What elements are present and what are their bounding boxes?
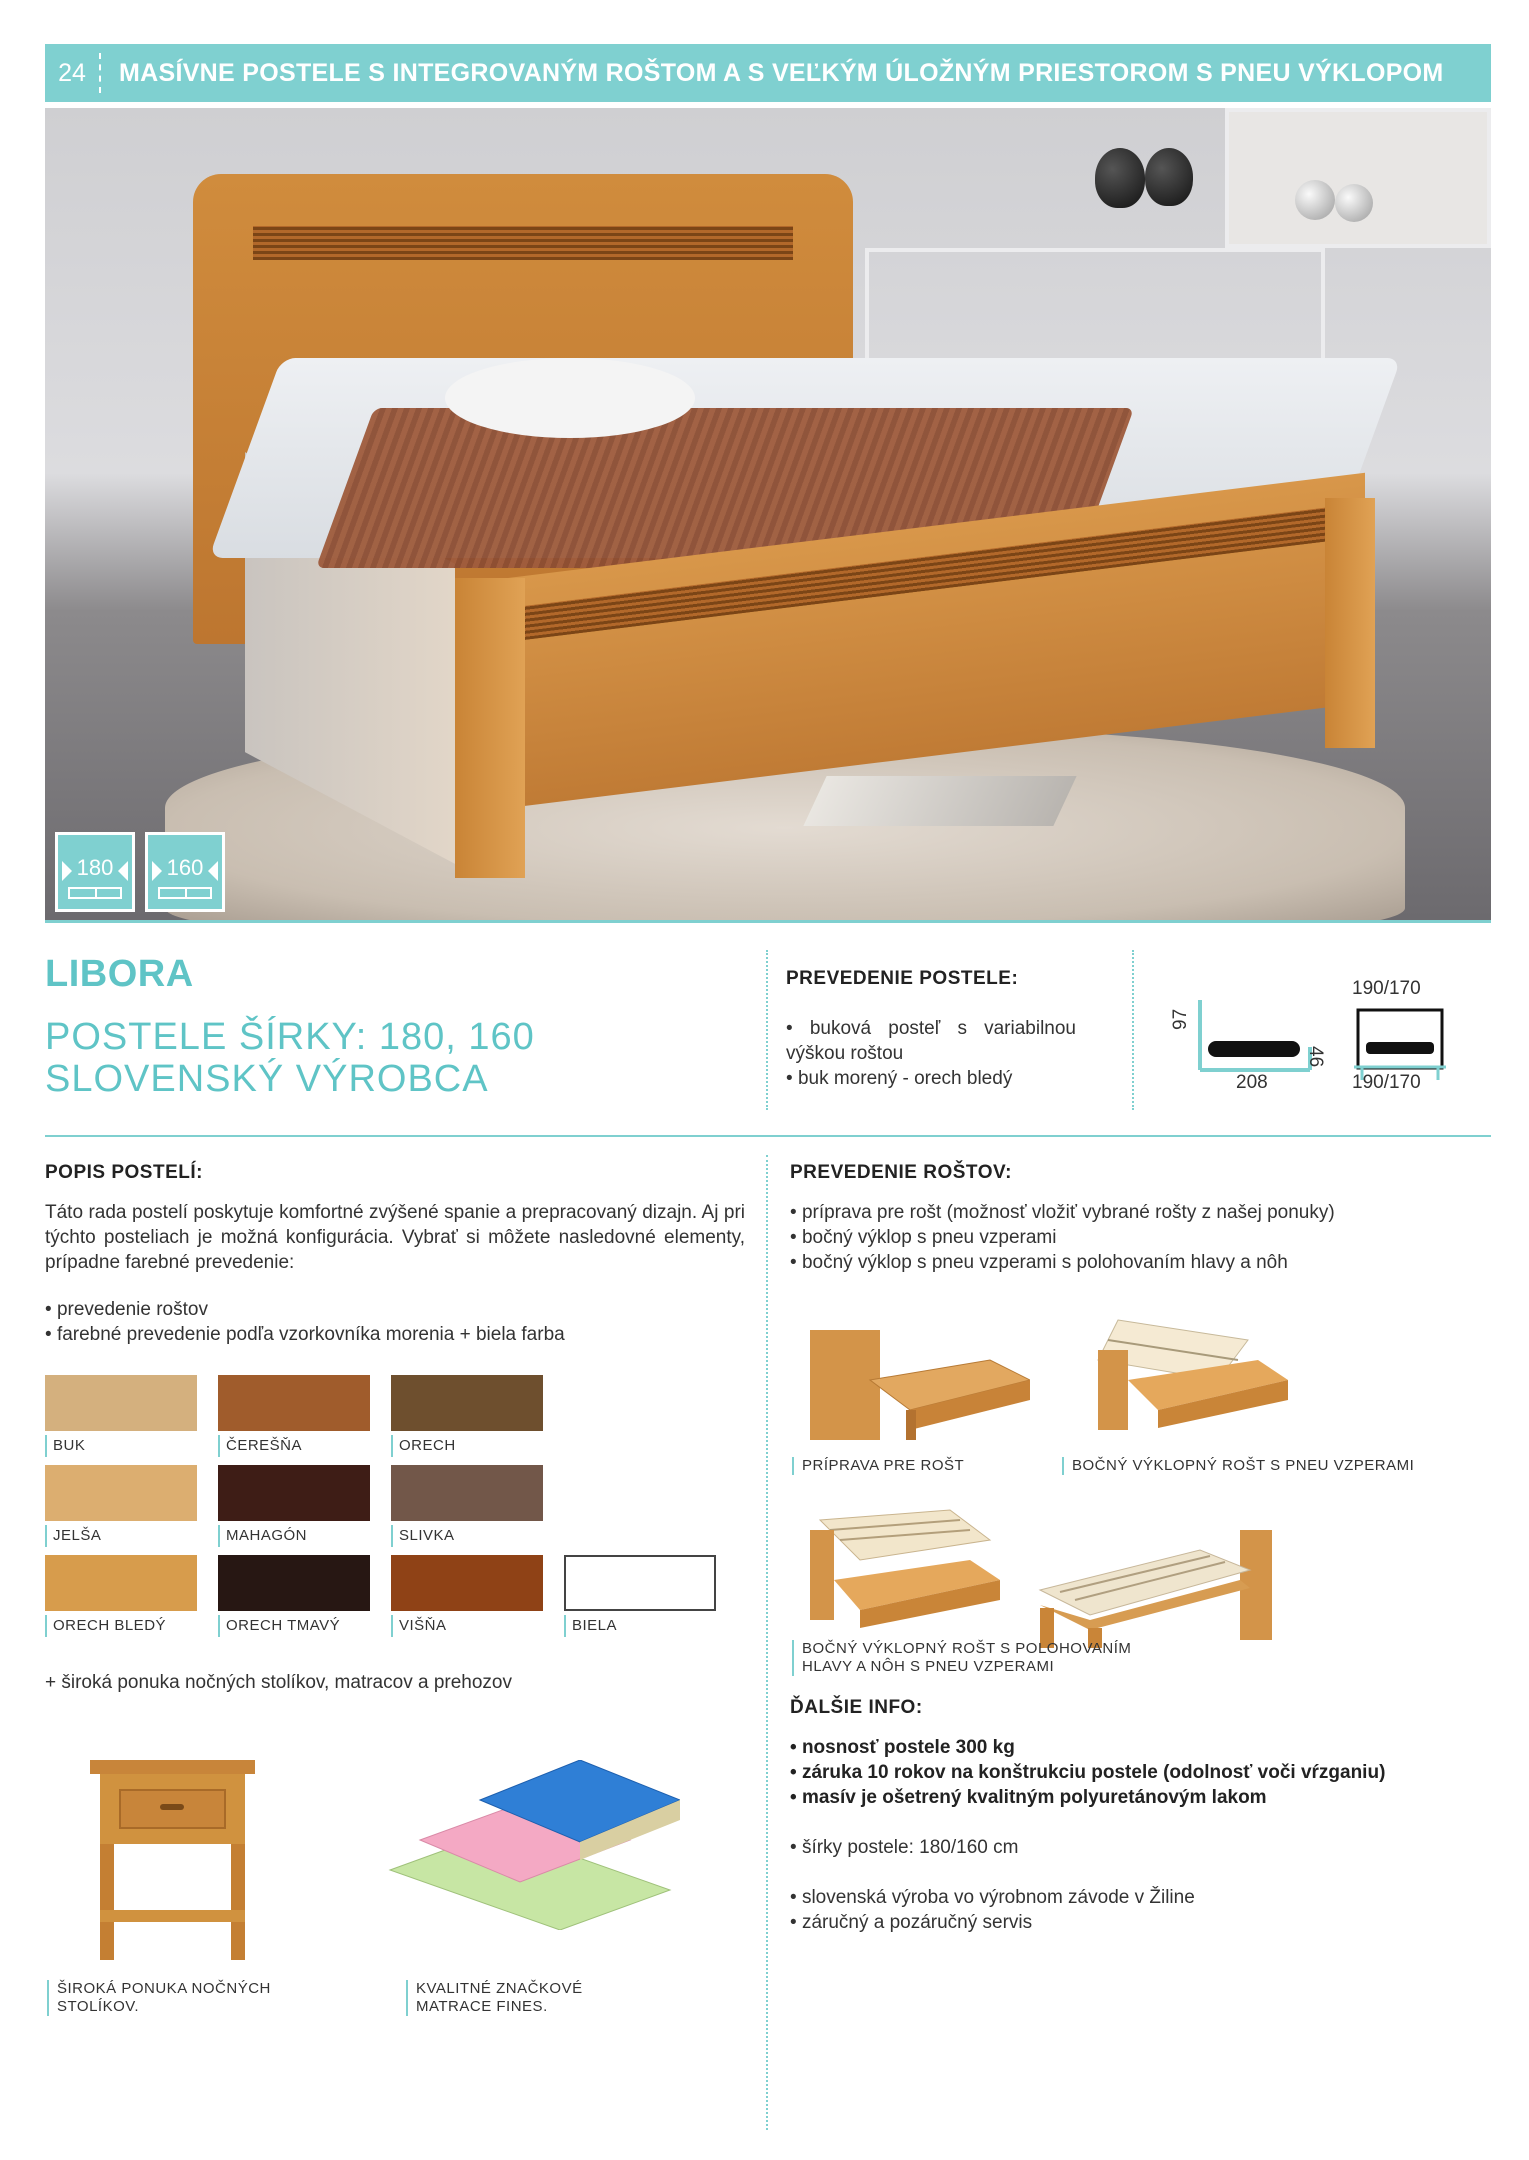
bed-size-icon bbox=[68, 887, 122, 899]
swatch-label: JELŠA bbox=[45, 1525, 101, 1547]
page-title: MASÍVNE POSTELE S INTEGROVANÝM ROŠTOM A S VEĽKÝM ÚLOŽNÝM PRIESTOROM S PNEU VÝKLOPOM bbox=[119, 58, 1444, 87]
swatch-label: BUK bbox=[45, 1435, 85, 1457]
more-info-production-list bbox=[790, 1885, 1490, 1935]
list-item: • slovenská výroba vo výrobnom závode v Žiline bbox=[790, 1885, 1490, 1910]
product-name: LIBORA bbox=[45, 953, 194, 995]
swatch-10 bbox=[564, 1555, 716, 1611]
swatch-label: ČEREŠŇA bbox=[218, 1435, 302, 1457]
list-item: • záručný a pozáručný servis bbox=[790, 1910, 1490, 1935]
swatch-3 bbox=[391, 1375, 543, 1431]
tilt-bed-image bbox=[1088, 1300, 1288, 1430]
product-origin: SLOVENSKÝ VÝROBCA bbox=[45, 1058, 489, 1100]
bed-frame-prep-image bbox=[810, 1320, 1030, 1440]
swatch-6 bbox=[391, 1465, 543, 1521]
list-item: • farebné prevedenie podľa vzorkovníka morenia + biela farba bbox=[45, 1322, 745, 1347]
divider bbox=[45, 920, 1491, 923]
nightstand-image bbox=[85, 1760, 265, 1960]
swatch-2 bbox=[218, 1375, 370, 1431]
swatch-label: ORECH bbox=[391, 1435, 456, 1457]
list-item: • príprava pre rošt (možnosť vložiť vybrané rošty z našej ponuky) bbox=[790, 1200, 1490, 1225]
slats-side-tilt-caption: BOČNÝ VÝKLOPNÝ ROŠT S PNEU VZPERAMI bbox=[1062, 1457, 1414, 1475]
swatch-1 bbox=[45, 1375, 197, 1431]
height-total-label: 97 bbox=[1170, 1008, 1191, 1030]
extras-text: + široká ponuka nočných stolíkov, matracov a prehozov bbox=[45, 1672, 512, 1693]
product-subtitle: POSTELE ŠÍRKY: 180, 160 bbox=[45, 1016, 535, 1058]
height-frame-label: 46 bbox=[1305, 1046, 1326, 1068]
swatch-label: ORECH TMAVÝ bbox=[218, 1615, 340, 1637]
size-badge-160: 160 bbox=[145, 832, 225, 912]
list-item: • prevedenie roštov bbox=[45, 1297, 745, 1322]
slatted-bed-image bbox=[1030, 1520, 1280, 1650]
swatch-9 bbox=[391, 1555, 543, 1611]
list-item: • záruka 10 rokov na konštrukciu postele (odolnosť voči vŕzganiu) bbox=[790, 1760, 1490, 1785]
length-label: 208 bbox=[1236, 1072, 1268, 1093]
description-options bbox=[45, 1297, 745, 1347]
slats-prep-caption: PRÍPRAVA PRE ROŠT bbox=[792, 1457, 964, 1475]
swatch-4 bbox=[45, 1465, 197, 1521]
divider bbox=[1132, 950, 1134, 1110]
mattress-image bbox=[380, 1760, 680, 1930]
list-item: • bočný výklop s pneu vzperami bbox=[790, 1225, 1490, 1250]
more-info-widths bbox=[790, 1835, 1490, 1860]
bed-finish-list bbox=[786, 1016, 1076, 1091]
divider bbox=[45, 1135, 1491, 1137]
page-number: 24 bbox=[45, 53, 101, 93]
list-item: • buková posteľ s variabilnou výškou roštou bbox=[786, 1016, 1076, 1066]
swatch-label: ORECH BLEDÝ bbox=[45, 1615, 166, 1637]
swatch-label: BIELA bbox=[564, 1615, 617, 1637]
size-badge-180: 180 bbox=[55, 832, 135, 912]
slats-side-tilt-adjust-caption: BOČNÝ VÝKLOPNÝ ROŠT S POLOHOVANÍM HLAVY A NÔH S PNEU VZPERAMI bbox=[792, 1640, 1152, 1676]
width-top-label: 190/170 bbox=[1352, 978, 1421, 999]
dimensions-diagram bbox=[1170, 975, 1500, 1105]
mattress-caption: KVALITNÉ ZNAČKOVÉ MATRACE FINES. bbox=[406, 1980, 606, 2016]
divider bbox=[766, 950, 768, 1110]
bed-finish-title: PREVEDENIE POSTELE: bbox=[786, 968, 1019, 989]
description-title: POPIS POSTELÍ: bbox=[45, 1162, 203, 1183]
swatch-label: MAHAGÓN bbox=[218, 1525, 307, 1547]
swatch-8 bbox=[218, 1555, 370, 1611]
list-item: • masív je ošetrený kvalitným polyuretánovým lakom bbox=[790, 1785, 1490, 1810]
swatch-label: SLIVKA bbox=[391, 1525, 455, 1547]
bed-size-icon bbox=[158, 887, 212, 899]
tilt-adjust-bed-image bbox=[800, 1500, 1010, 1630]
slats-list bbox=[790, 1200, 1490, 1275]
description-text: Táto rada postelí poskytuje komfortné zvýšené spanie a prepracovaný dizajn. Aj pri týchto posteliach je možná konfigurácia. Vybrať si môžete nasledovné elementy, prípadne farebné prevedenie: bbox=[45, 1202, 745, 1273]
list-item: • šírky postele: 180/160 cm bbox=[790, 1835, 1490, 1860]
list-item: • nosnosť postele 300 kg bbox=[790, 1735, 1490, 1760]
nightstand-caption: ŠIROKÁ PONUKA NOČNÝCH STOLÍKOV. bbox=[47, 1980, 307, 2016]
more-info-title: ĎALŠIE INFO: bbox=[790, 1697, 923, 1718]
width-bottom-label: 190/170 bbox=[1352, 1072, 1421, 1093]
slats-title: PREVEDENIE ROŠTOV: bbox=[790, 1162, 1012, 1183]
list-item: • bočný výklop s pneu vzperami s polohovaním hlavy a nôh bbox=[790, 1250, 1490, 1275]
swatch-7 bbox=[45, 1555, 197, 1611]
swatch-label: VIŠŇA bbox=[391, 1615, 447, 1637]
list-item: • buk morený - orech bledý bbox=[786, 1066, 1076, 1091]
bed-photo bbox=[45, 108, 1491, 920]
swatch-5 bbox=[218, 1465, 370, 1521]
more-info-bold-list bbox=[790, 1735, 1490, 1810]
divider bbox=[766, 1155, 768, 2130]
page-header bbox=[45, 44, 1491, 102]
